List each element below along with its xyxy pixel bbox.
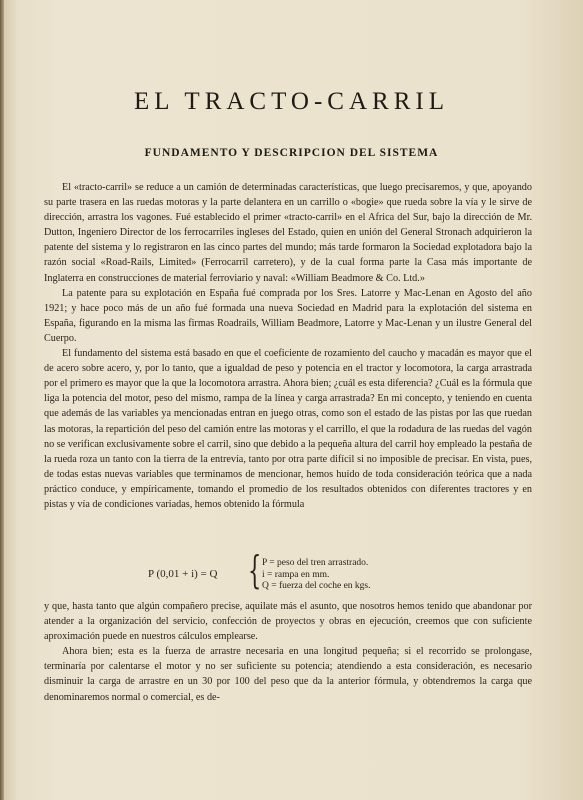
formula-def-q: Q = fuerza del coche en kgs. bbox=[262, 581, 371, 591]
paragraph-2: La patente para su explotación en España fué comprada por los Sres. Latorre y Mac-Lenan en Agosto del año 1921; y hace poco más de un año fué formada una nueva Sociedad en Madrid para la explotación del sistema en España, figurando en la misma las firmas Roadrails, William Beadmore, Latorre y Mac-Lenan y un ilustre General del Cuerpo. bbox=[44, 287, 532, 344]
article-subtitle: FUNDAMENTO Y DESCRIPCION DEL SISTEMA bbox=[144, 147, 439, 159]
formula-block bbox=[148, 548, 428, 597]
formula-brace: { bbox=[248, 548, 262, 592]
body-bottom bbox=[44, 599, 532, 705]
paragraph-5: Ahora bien; esta es la fuerza de arrastre necesaria en una longitud pequeña; si el recorrido se prolongase, terminaría por calentarse el motor y no ser suficiente su potencia; atendiendo a esta consideración, es necesario disminuir la carga de arrastre en un 30 por 100 del peso que da la anterior fórmula, y obtendremos la carga que denominaremos normal o comercial, es de- bbox=[44, 646, 532, 703]
formula-equation: P (0,01 + i) = Q bbox=[148, 568, 218, 580]
paragraph-3: El fundamento del sistema está basado en que el coeficiente de rozamiento del caucho y macadán es mayor que el de acero sobre acero, y, por lo tanto, que a igualdad de peso y potencia en el tractor y locomotora, la carga arrastrada por el primero es mayor que la que la locomotora arrastra. Ahora bien; ¿cuál es esta diferencia? ¿Cuál es la fórmula que liga la potencia del motor, peso del mismo, rampa de la línea y carga arrastrada? En mi concepto, y teniendo en cuenta que además de las variables ya mencionadas entran en juego otras, como son el estado de las pistas por las que ruedan las motoras, la repartición del peso del camión entre las motoras y el carrillo, el que la rodadura de las ruedas del vagón no se verifican exclusivamente sobre el carril, sino que debido a la pequeña altura del carril hoy empleado la pestaña de la rueda roza un tanto con la tierra de la entrevía, tanto por otra parte difícil si no imposible de precisar. En vista, pues, de todas estas nuevas variables que terminamos de mencionar, hemos huído de toda consideración teórica que a nada práctico conduce, y empíricamente, tomando el promedio de los resultados obtenidos con diferentes tractores y en pistas y vía de condiciones variadas, hemos obtenido la fórmula bbox=[44, 348, 532, 510]
formula-definitions bbox=[262, 558, 371, 593]
paragraph-4: y que, hasta tanto que algún compañero precise, aquilate más el asunto, que nosotros hemos tenido que abandonar por atender a la organización del servicio, confección de proyectos y obras en ejecución, creemos que con suficiente aproximación puede en nuestros cálculos emplearse. bbox=[44, 601, 532, 643]
page-binding-edge bbox=[0, 0, 4, 800]
formula-def-p: P = peso del tren arrastrado. bbox=[262, 558, 369, 568]
article-title: EL TRACTO-CARRIL bbox=[134, 88, 449, 115]
formula-def-i: i = rampa en mm. bbox=[262, 569, 330, 580]
paragraph-1: El «tracto-carril» se reduce a un camión de determinadas características, que luego precisaremos, y que, apoyando su parte trasera en las ruedas motoras y la parte delantera en un carrillo o «bogie» que rueda sobre la vía y le sirve de dirección, arrastra los vagones. Fué establecido el primer «tracto-carril» en el Africa del Sur, bajo la dirección de Mr. Dutton, Ingeniero Director de los ferrocarriles ingleses del Estado, quien en unión del General Stronach adquirieron la patente del sistema y lo registraron en las cinco partes del mundo; más tarde formaron la Sociedad explotadora bajo la razón social «Road-Rails, Limited» (Ferrocarril carretero), y de la cual forma parte la Casa más importante de Inglaterra en construcciones de material ferroviario y naval: «William Beadmore & Co. Ltd.» bbox=[44, 182, 532, 284]
body-top bbox=[44, 180, 532, 512]
